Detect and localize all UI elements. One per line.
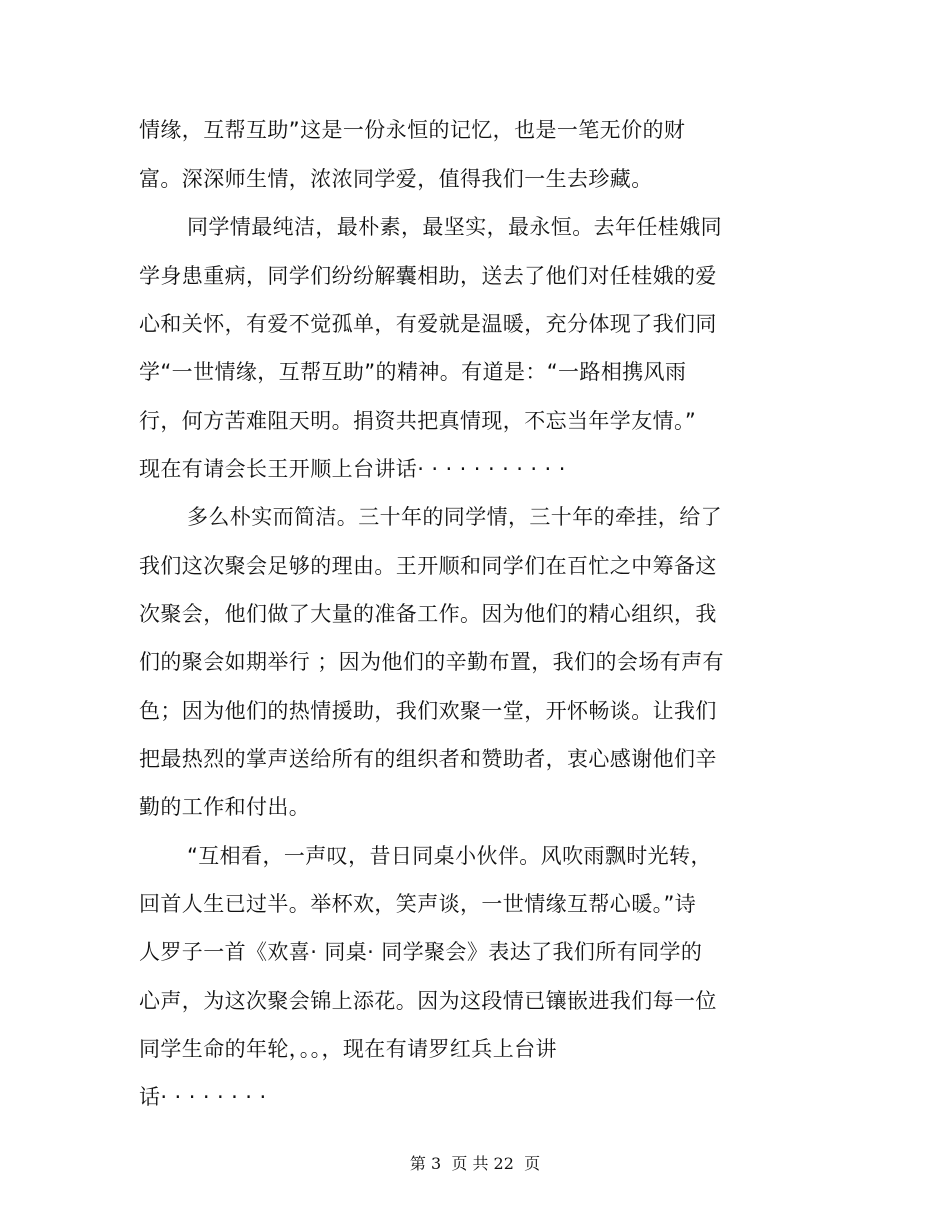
text-line: 把最热烈的掌声送给所有的组织者和赞助者，衷心感谢他们辛 [139, 747, 717, 771]
text-line: 同学生命的年轮，。。，现在有请罗红兵上台讲 [139, 1037, 557, 1061]
paragraph-start-line: “互相看，一声叹，昔日同桌小伙伴。风吹雨飘时光转， [187, 844, 712, 868]
page-number-footer: 第 3 页 共 22 页 [409, 1154, 541, 1173]
text-line: 勤的工作和付出。 [139, 795, 311, 819]
paragraph-start-line: 同学情最纯洁，最朴素，最坚实，最永恒。去年任桂娥同 [187, 215, 722, 239]
text-line: 回首人生已过半。举杯欢，笑声谈，一世情缘互帮心暖。”诗 [139, 892, 697, 916]
text-line: 们的聚会如期举行 ；因为他们的辛勤布置，我们的会场有声有 [139, 650, 724, 674]
text-line: 行，何方苦难阻天明。捐资共把真情现，不忘当年学友情。” [139, 409, 697, 433]
text-line: 心声，为这次聚会锦上添花。因为这段情已镶嵌进我们每一位 [139, 989, 717, 1013]
text-line: 人罗子一首《欢喜· 同桌· 同学聚会》表达了我们所有同学的 [139, 940, 703, 964]
text-line: 学身患重病，同学们纷纷解囊相助，送去了他们对任桂娥的爱 [139, 264, 717, 288]
text-line: 学“一世情缘，互帮互助”的精神。有道是：“一路相携风雨 [139, 360, 687, 384]
text-line: 富。深深师生情，浓浓同学爱，值得我们一生去珍藏。 [139, 167, 653, 191]
paragraph-start-line: 多么朴实而简洁。三十年的同学情，三十年的牵挂，给了 [187, 505, 722, 529]
text-line: 我们这次聚会足够的理由。王开顺和同学们在百忙之中筹备这 [139, 554, 717, 578]
text-line: 话· · · · · · · · [139, 1085, 267, 1109]
text-line: 情缘，互帮互助”这是一份永恒的记忆，也是一笔无价的财 [139, 118, 686, 142]
text-line: 次聚会，他们做了大量的准备工作。因为他们的精心组织，我 [139, 602, 717, 626]
text-line: 心和关怀，有爱不觉孤单，有爱就是温暖，充分体现了我们同 [139, 312, 717, 336]
text-line: 色；因为他们的热情援助，我们欢聚一堂，开怀畅谈。让我们 [139, 699, 717, 723]
text-line: 现在有请会长王开顺上台讲话· · · · · · · · · · · [139, 457, 566, 481]
